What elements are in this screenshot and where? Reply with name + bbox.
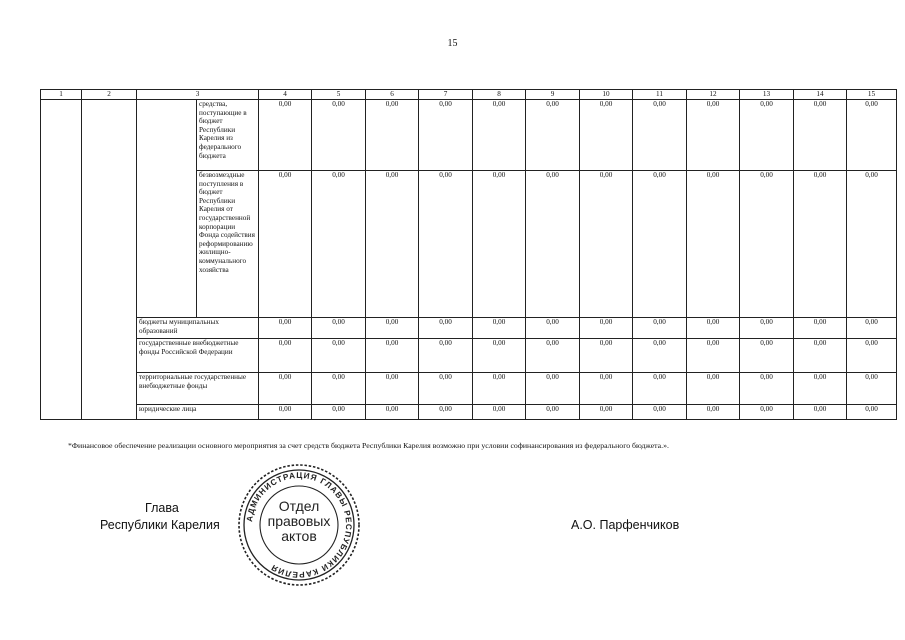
value-cell: 0,00 <box>687 318 740 339</box>
stamp-line-1: Отдел <box>278 498 320 514</box>
value-cell: 0,00 <box>687 100 740 171</box>
value-cell: 0,00 <box>847 318 897 339</box>
value-cell: 0,00 <box>259 405 312 420</box>
header-cell: 2 <box>82 90 137 100</box>
value-cell: 0,00 <box>312 100 366 171</box>
value-cell: 0,00 <box>366 339 419 373</box>
value-cell: 0,00 <box>419 405 473 420</box>
value-cell: 0,00 <box>366 318 419 339</box>
budget-table <box>40 89 897 420</box>
value-cell: 0,00 <box>259 100 312 171</box>
value-cell: 0,00 <box>740 171 794 318</box>
table-row <box>41 405 897 420</box>
table-row <box>41 339 897 373</box>
header-cell: 10 <box>580 90 633 100</box>
value-cell: 0,00 <box>580 405 633 420</box>
table-row <box>41 318 897 339</box>
value-cell: 0,00 <box>580 100 633 171</box>
header-cell: 15 <box>847 90 897 100</box>
table-row <box>41 373 897 405</box>
value-cell: 0,00 <box>633 405 687 420</box>
value-cell: 0,00 <box>419 171 473 318</box>
value-cell: 0,00 <box>419 318 473 339</box>
value-cell: 0,00 <box>312 171 366 318</box>
value-cell: 0,00 <box>419 339 473 373</box>
header-cell: 9 <box>526 90 580 100</box>
stamp-line-2: правовых <box>267 513 331 529</box>
value-cell: 0,00 <box>473 373 526 405</box>
value-cell: 0,00 <box>580 339 633 373</box>
header-cell: 1 <box>41 90 82 100</box>
row-label: безвозмездные поступления в бюджет Республики Карелия от государственной корпорации Фонда содействия реформированию жилищно-коммунального хозяйства <box>197 171 259 318</box>
value-cell: 0,00 <box>794 405 847 420</box>
table-header-row <box>41 90 897 100</box>
header-cell: 6 <box>366 90 419 100</box>
value-cell: 0,00 <box>740 318 794 339</box>
value-cell: 0,00 <box>366 405 419 420</box>
col2-merged-cell <box>82 100 137 420</box>
value-cell: 0,00 <box>259 373 312 405</box>
value-cell: 0,00 <box>526 100 580 171</box>
col3-parent-cell <box>137 100 197 318</box>
header-cell: 14 <box>794 90 847 100</box>
value-cell: 0,00 <box>259 171 312 318</box>
value-cell: 0,00 <box>419 373 473 405</box>
value-cell: 0,00 <box>794 339 847 373</box>
value-cell: 0,00 <box>794 171 847 318</box>
header-cell: 8 <box>473 90 526 100</box>
header-cell: 11 <box>633 90 687 100</box>
value-cell: 0,00 <box>580 171 633 318</box>
value-cell: 0,00 <box>847 405 897 420</box>
header-cell: 4 <box>259 90 312 100</box>
value-cell: 0,00 <box>633 339 687 373</box>
value-cell: 0,00 <box>526 171 580 318</box>
value-cell: 0,00 <box>847 339 897 373</box>
row-label: юридические лица <box>137 405 259 420</box>
page-number: 15 <box>447 38 458 49</box>
value-cell: 0,00 <box>687 171 740 318</box>
value-cell: 0,00 <box>526 318 580 339</box>
value-cell: 0,00 <box>473 339 526 373</box>
value-cell: 0,00 <box>794 373 847 405</box>
value-cell: 0,00 <box>526 373 580 405</box>
value-cell: 0,00 <box>419 100 473 171</box>
value-cell: 0,00 <box>580 373 633 405</box>
value-cell: 0,00 <box>687 339 740 373</box>
value-cell: 0,00 <box>366 171 419 318</box>
value-cell: 0,00 <box>526 405 580 420</box>
value-cell: 0,00 <box>740 373 794 405</box>
signatory-name: А.О. Парфенчиков <box>571 518 680 532</box>
value-cell: 0,00 <box>794 318 847 339</box>
value-cell: 0,00 <box>473 405 526 420</box>
row-label: средства, поступающие в бюджет Республики Карелия из федерального бюджета <box>197 100 259 171</box>
value-cell: 0,00 <box>312 318 366 339</box>
signature-organization: Республики Карелия <box>100 518 220 532</box>
value-cell: 0,00 <box>633 171 687 318</box>
table-row <box>41 100 897 171</box>
value-cell: 0,00 <box>740 339 794 373</box>
row-label: государственные внебюджетные фонды Российской Федерации <box>137 339 259 373</box>
value-cell: 0,00 <box>259 318 312 339</box>
stamp-line-3: актов <box>281 528 317 544</box>
header-cell: 7 <box>419 90 473 100</box>
value-cell: 0,00 <box>312 339 366 373</box>
col1-merged-cell <box>41 100 82 420</box>
row-label: бюджеты муниципальных образований <box>137 318 259 339</box>
value-cell: 0,00 <box>526 339 580 373</box>
official-stamp <box>237 463 361 587</box>
signature-title: Глава <box>145 501 179 515</box>
header-cell: 3 <box>137 90 259 100</box>
value-cell: 0,00 <box>687 405 740 420</box>
value-cell: 0,00 <box>312 373 366 405</box>
value-cell: 0,00 <box>473 171 526 318</box>
value-cell: 0,00 <box>633 318 687 339</box>
header-cell: 12 <box>687 90 740 100</box>
value-cell: 0,00 <box>740 100 794 171</box>
value-cell: 0,00 <box>633 373 687 405</box>
header-cell: 13 <box>740 90 794 100</box>
value-cell: 0,00 <box>580 318 633 339</box>
stamp-ring-text: АДМИНИСТРАЦИЯ ГЛАВЫ РЕСПУБЛИКИ КАРЕЛИЯ <box>245 470 354 580</box>
value-cell: 0,00 <box>633 100 687 171</box>
value-cell: 0,00 <box>740 405 794 420</box>
value-cell: 0,00 <box>366 373 419 405</box>
value-cell: 0,00 <box>847 100 897 171</box>
value-cell: 0,00 <box>259 339 312 373</box>
value-cell: 0,00 <box>366 100 419 171</box>
footnote: *Финансовое обеспечение реализации основного мероприятия за счет средств бюджета Республики Карелия возможно при условии софинансирования из федерального бюджета.». <box>68 441 669 450</box>
header-cell: 5 <box>312 90 366 100</box>
value-cell: 0,00 <box>847 171 897 318</box>
value-cell: 0,00 <box>847 373 897 405</box>
value-cell: 0,00 <box>312 405 366 420</box>
row-label: территориальные государственные внебюджетные фонды <box>137 373 259 405</box>
value-cell: 0,00 <box>687 373 740 405</box>
value-cell: 0,00 <box>473 100 526 171</box>
value-cell: 0,00 <box>794 100 847 171</box>
value-cell: 0,00 <box>473 318 526 339</box>
